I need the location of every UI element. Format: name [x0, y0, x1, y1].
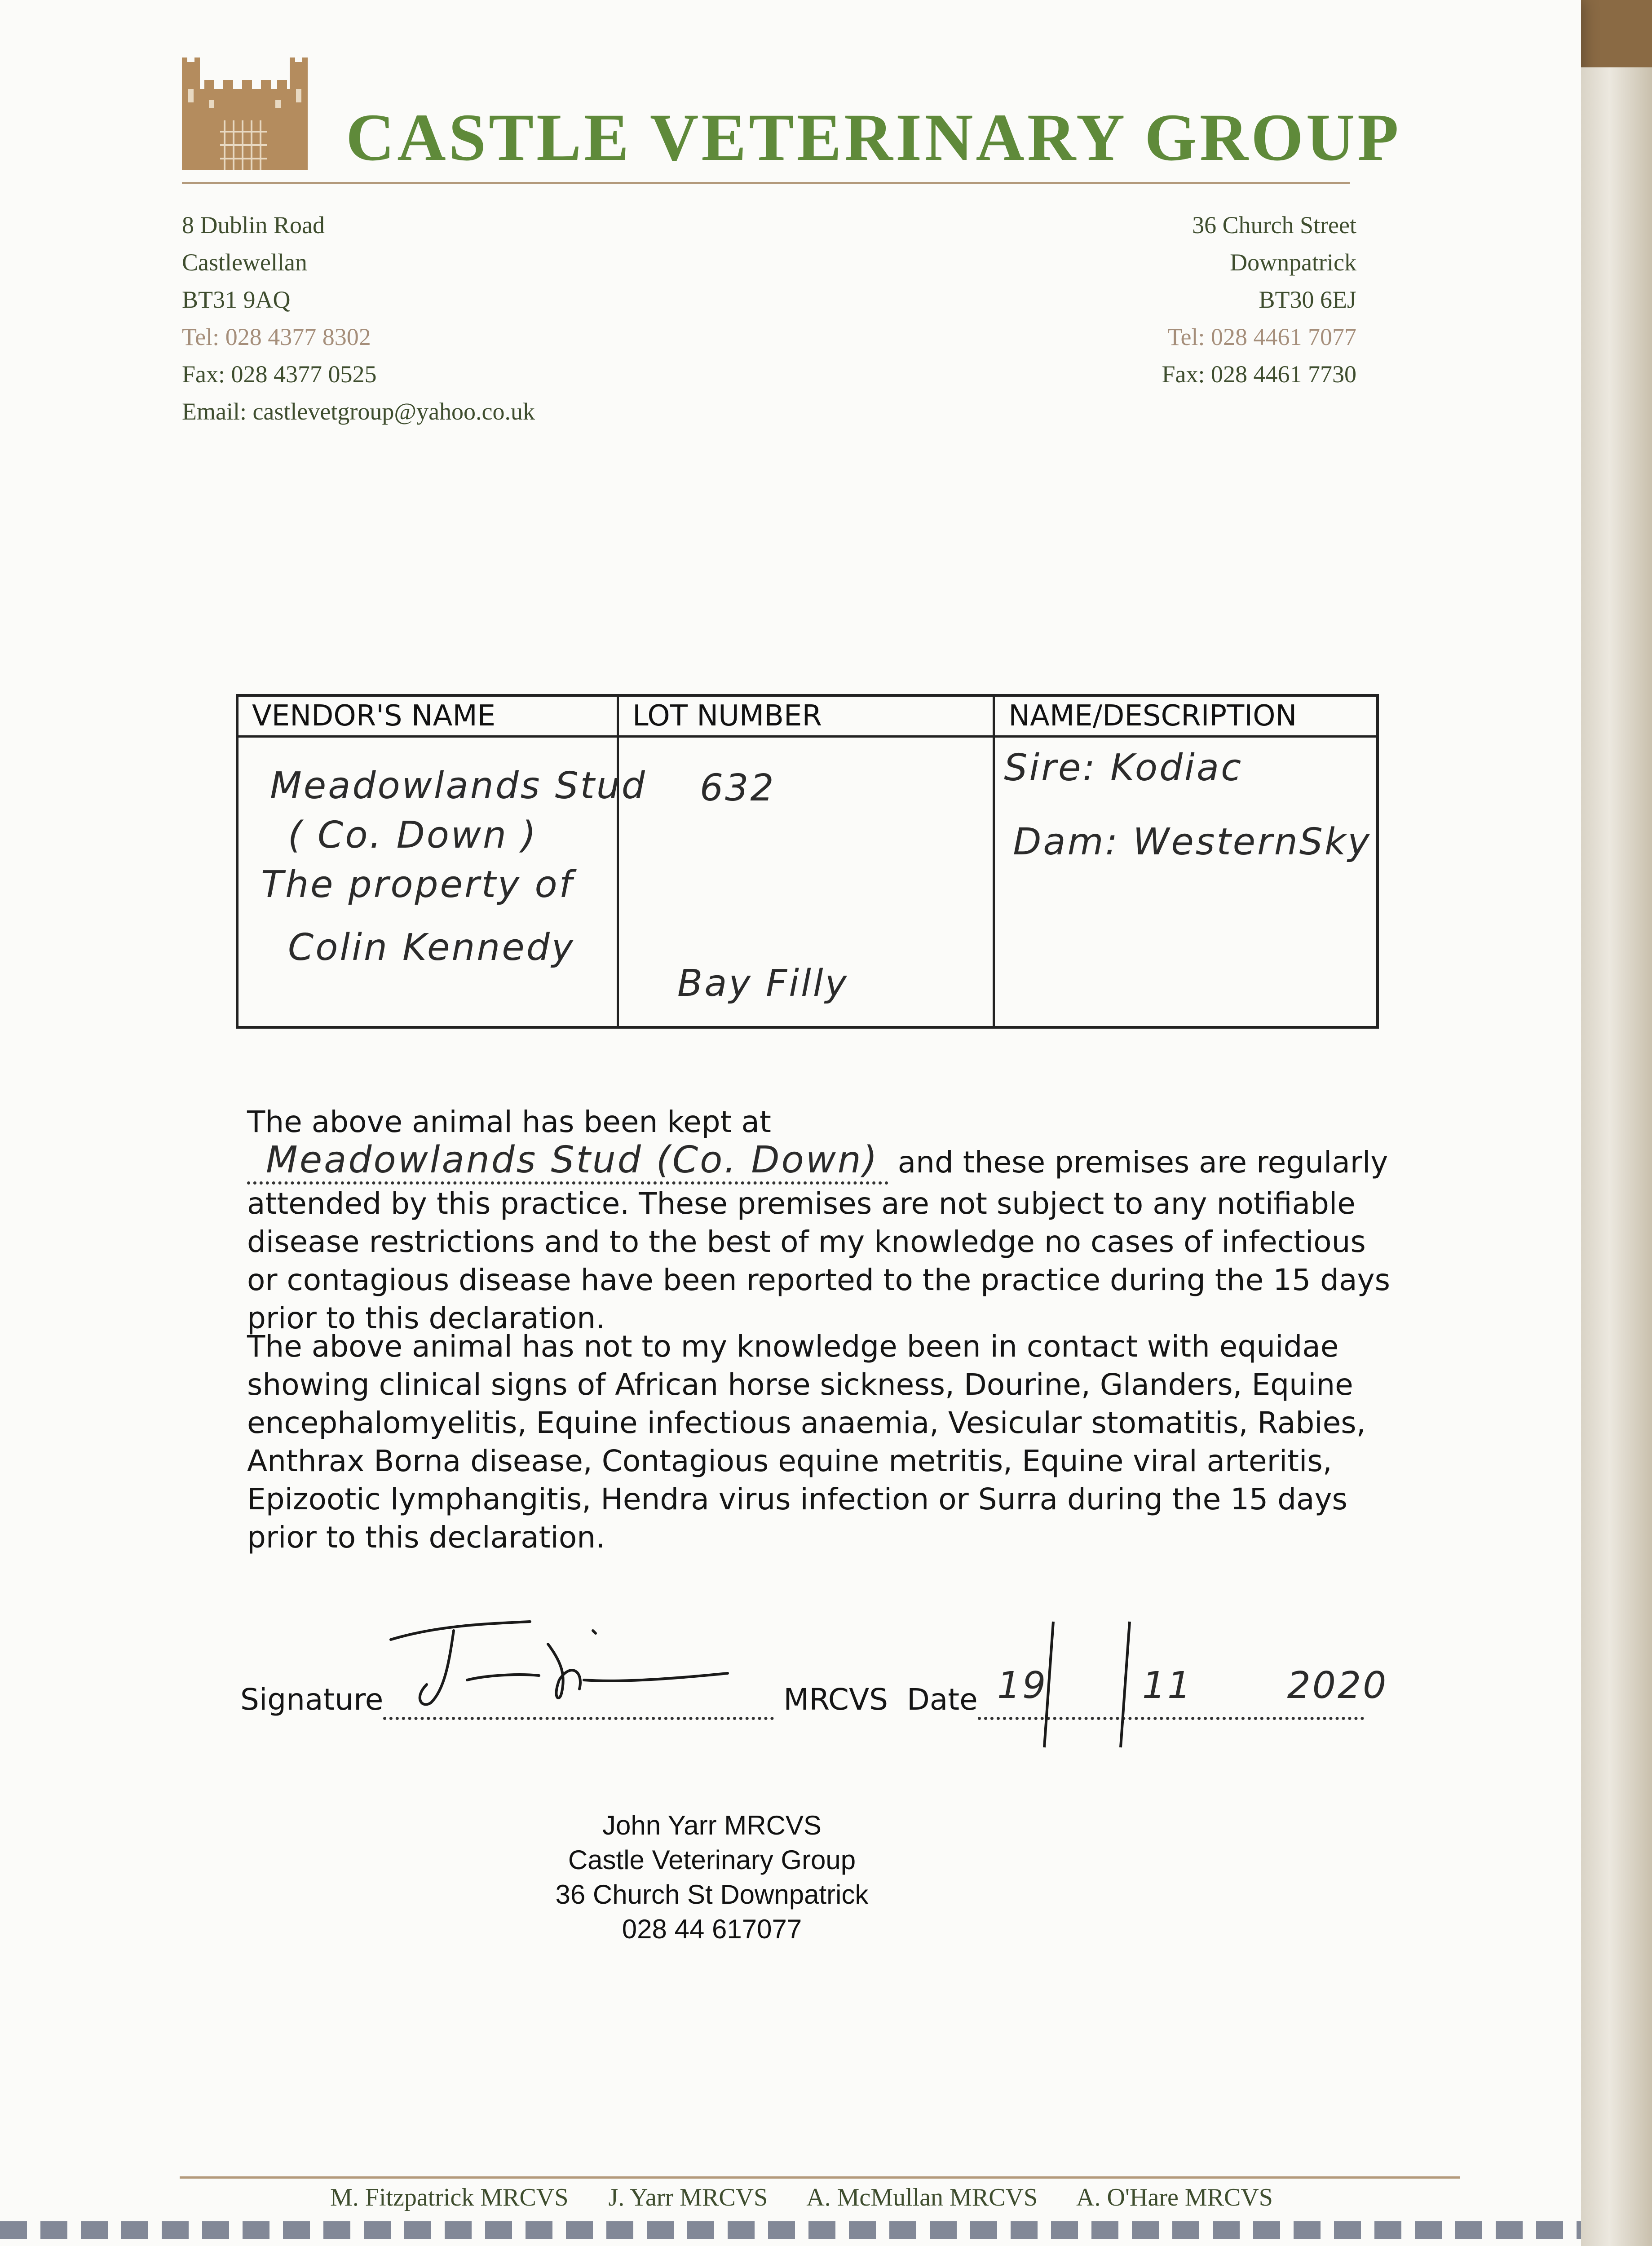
stamp-line3: 36 Church St Downpatrick — [555, 1879, 869, 1910]
vendor-line: Colin Kennedy — [288, 926, 575, 969]
vendor-line: The property of — [261, 863, 574, 906]
left-email: Email: castlevetgroup@yahoo.co.uk — [182, 398, 535, 425]
brand-name: CASTLE VETERINARY GROUP — [346, 100, 1401, 175]
kept-at-prefix: The above animal has been kept at — [247, 1105, 771, 1139]
right-address-line3: BT30 6EJ — [1259, 286, 1356, 313]
vet-stamp — [537, 1808, 887, 1946]
right-address-line2: Downpatrick — [1230, 249, 1356, 276]
lot-note: Bay Filly — [677, 962, 849, 1005]
date-year: 2020 — [1287, 1664, 1388, 1707]
mrcvs-label: MRCVS — [783, 1682, 888, 1717]
partner-name: M. Fitzpatrick MRCVS — [330, 2184, 569, 2211]
lot-header: LOT NUMBER — [618, 695, 994, 737]
vendor-line: Meadowlands Stud — [270, 765, 647, 807]
castle-logo-icon — [182, 57, 308, 170]
lot-number: 632 — [700, 767, 776, 809]
partner-name: A. O'Hare MRCVS — [1076, 2184, 1273, 2211]
date-day: 19 — [997, 1664, 1048, 1707]
kept-at-value: Meadowlands Stud (Co. Down) — [265, 1139, 879, 1181]
date-month: 11 — [1142, 1664, 1193, 1707]
partner-name: A. McMullan MRCVS — [806, 2184, 1038, 2211]
stamp-line2: Castle Veterinary Group — [568, 1845, 856, 1875]
date-value — [997, 1664, 1388, 1707]
declaration-paragraph-1-rest: and these premises are regularly attended by this practice. These premises are not subject to any notifiable disease restrictions and to the best of my knowledge no cases of infectious or contagious disease have been reported to the practice during the 15 days prior to this declaration. — [247, 1145, 1390, 1335]
vendor-cell — [237, 737, 647, 1028]
perforation-strip — [0, 2221, 1581, 2239]
right-tel: Tel: 028 4461 7077 — [1167, 323, 1356, 350]
sale-details-table — [236, 694, 1379, 1029]
left-address-line3: BT31 9AQ — [182, 286, 291, 313]
stamp-line1: John Yarr MRCVS — [602, 1810, 822, 1840]
description-cell — [994, 737, 1378, 1028]
background-edge — [1581, 67, 1652, 2246]
stamp-line4: 028 44 617077 — [622, 1914, 802, 1944]
left-tel: Tel: 028 4377 8302 — [182, 323, 371, 350]
right-fax: Fax: 028 4461 7730 — [1162, 361, 1356, 388]
right-address — [1162, 207, 1356, 393]
date-label: Date — [907, 1682, 978, 1717]
declaration-paragraph-1 — [247, 1103, 1397, 1337]
vendor-header: VENDOR'S NAME — [237, 695, 618, 737]
vendor-line: ( Co. Down ) — [288, 814, 538, 857]
left-address-line1: 8 Dublin Road — [182, 212, 325, 239]
right-address-line1: 36 Church Street — [1192, 212, 1356, 239]
left-address-line2: Castlewellan — [182, 249, 307, 276]
description-header: NAME/DESCRIPTION — [994, 695, 1378, 737]
signature-label: Signature — [240, 1682, 384, 1717]
partners-footer — [330, 2183, 1307, 2212]
declaration-paragraph-2: The above animal has not to my knowledge been in contact with equidae showing clinical signs of African horse sickness, Dourine, Glanders, Equine encephalomyelitis, Equine infectious anaemia, Vesicular stomatitis, Rabies, Anthrax Borna disease, Contagious equine metritis, Equine viral arteritis, Epizootic lymphangitis, Hendra virus infection or Surra during the 15 days prior to this declaration. — [247, 1329, 1366, 1555]
footer-rule — [180, 2176, 1460, 2179]
date-separator — [1042, 1617, 1056, 1752]
kept-at-field — [247, 1141, 888, 1185]
sire-name: Sire: Kodiac — [1004, 747, 1243, 789]
header-rule — [182, 182, 1350, 184]
date-separator — [1118, 1617, 1132, 1752]
partner-name: J. Yarr MRCVS — [608, 2184, 768, 2211]
lot-cell — [618, 737, 994, 1028]
left-address — [182, 207, 535, 430]
left-fax: Fax: 028 4377 0525 — [182, 361, 377, 388]
dam-name: Dam: WesternSky — [1013, 821, 1371, 863]
